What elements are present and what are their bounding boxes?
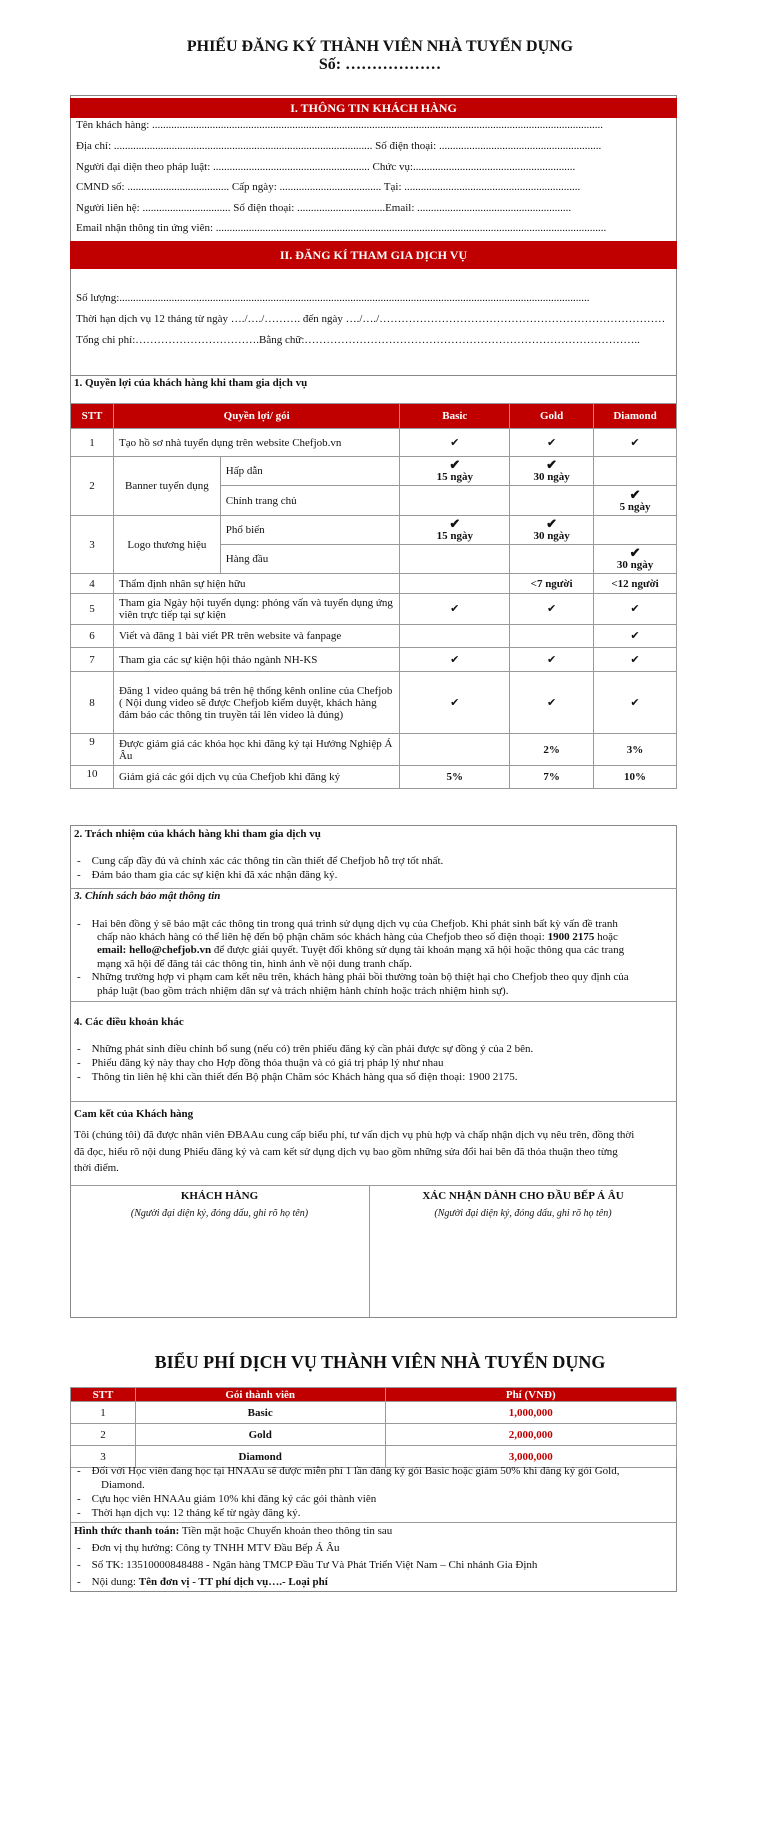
responsibility-item: - Đảm bảo tham gia các sự kiện khi đã xác nhận đăng ký. bbox=[77, 869, 338, 881]
table-row bbox=[71, 625, 677, 648]
check-icon: ✔ bbox=[510, 672, 594, 734]
duration-5: 5 ngày bbox=[619, 500, 651, 513]
col-diamond: Diamond bbox=[594, 404, 677, 429]
row-diamond: 10% bbox=[594, 766, 677, 789]
row-sub: Phổ biến bbox=[220, 516, 400, 545]
row-text: Viết và đăng 1 bài viết PR trên website và fanpage bbox=[113, 625, 399, 648]
row-stt: 1 bbox=[71, 429, 114, 457]
row-stt: 8 bbox=[71, 672, 114, 734]
customer-name-field[interactable]: Tên khách hàng: .................................................................................................................................................................... bbox=[76, 119, 604, 131]
total-cost-field[interactable]: Tổng chi phí:…………………………….Bằng chữ:……………………………………………………………………………….. bbox=[76, 334, 640, 346]
privacy-para: - Những trường hợp vi phạm cam kết nêu trên, khách hàng phải bồi thường toàn bộ thiệt hại cho Chefjob theo quy định của bbox=[77, 971, 629, 983]
legal-rep-field[interactable]: Người đại diện theo pháp luật: ......................................................... Chức vụ:........................................................... bbox=[76, 161, 576, 173]
divider bbox=[369, 1185, 370, 1317]
row-text: Đăng 1 video quảng bá trên hệ thống kênh online của Chefjob ( Nội dung video sẽ được Chefjob kiểm duyệt, khách hàng đảm bảo các thông tin truyền tải lên video là đúng) bbox=[113, 672, 399, 734]
fee-col-price: Phí (VNĐ) bbox=[385, 1388, 677, 1402]
check-icon: ✔ bbox=[400, 672, 510, 734]
payment-method: Hình thức thanh toán: Tiền mặt hoặc Chuyển khoản theo thông tin sau bbox=[74, 1525, 393, 1537]
row-sub: Hàng đầu bbox=[220, 545, 400, 574]
table-row: 3 Diamond 3,000,000 bbox=[71, 1446, 677, 1468]
other-terms-item: - Những phát sinh điều chỉnh bổ sung (nếu có) trên phiếu đăng ký cần phải được sự đồng ý của 2 bên. bbox=[77, 1043, 534, 1055]
row-diamond: 3% bbox=[594, 734, 677, 766]
check-icon: ✔ bbox=[594, 594, 677, 625]
benefits-heading: 1. Quyền lợi của khách hàng khi tham gia dịch vụ bbox=[74, 377, 308, 389]
row-text: Giảm giá các gói dịch vụ của Chefjob khi đăng ký bbox=[113, 766, 399, 789]
commitment-heading: Cam kết của Khách hàng bbox=[74, 1108, 194, 1120]
col-gold: Gold bbox=[510, 404, 594, 429]
row-stt: 3 bbox=[71, 516, 114, 574]
check-icon: ✔ bbox=[510, 594, 594, 625]
row-stt: 9 bbox=[71, 734, 114, 766]
payment-content: - Nội dung: Tên đơn vị - TT phí dịch vụ….- Loại phí bbox=[77, 1576, 328, 1588]
row-text: Thẩm định nhân sự hiện hữu bbox=[113, 574, 399, 594]
row-group: Logo thương hiệu bbox=[113, 516, 220, 574]
row-diamond: <12 người bbox=[594, 574, 677, 594]
row-group: Banner tuyển dụng bbox=[113, 457, 220, 516]
commitment-text: đã đọc, hiểu rõ nội dung Phiếu đăng ký và cam kết sử dụng dịch vụ bao gồm những sửa đổi hai bên đã thỏa thuận theo từng bbox=[74, 1146, 618, 1158]
col-basic: Basic bbox=[400, 404, 510, 429]
col-benefit: Quyền lợi/ gói bbox=[113, 404, 399, 429]
table-row bbox=[71, 648, 677, 672]
divider bbox=[70, 888, 677, 889]
fee-note: Diamond. bbox=[101, 1479, 145, 1491]
commitment-text: Tôi (chúng tôi) đã được nhân viên ĐBAAu cung cấp biểu phí, tư vấn dịch vụ phù hợp và chấp nhận dịch vụ nêu trên, đồng thời bbox=[74, 1129, 635, 1141]
check-icon: ✔ bbox=[449, 516, 461, 531]
check-icon: ✔ bbox=[546, 457, 558, 472]
section1-title: I. THÔNG TIN KHÁCH HÀNG bbox=[70, 98, 677, 118]
table-row bbox=[71, 457, 677, 486]
check-icon: ✔ bbox=[629, 545, 641, 560]
divider bbox=[70, 1185, 677, 1186]
privacy-heading: 3. Chính sách bảo mật thông tin bbox=[74, 890, 221, 902]
other-terms-item: - Thông tin liên hệ khi cần thiết đến Bộ phận Chăm sóc Khách hàng qua số điện thoại: 1900 2175. bbox=[77, 1071, 518, 1083]
sign-customer-title: KHÁCH HÀNG bbox=[180, 1190, 259, 1202]
id-card-field[interactable]: CMND số: ..................................... Cấp ngày: ..................................... Tại: ................................................................ bbox=[76, 181, 581, 193]
package-name: Gold bbox=[135, 1424, 385, 1446]
check-icon: ✔ bbox=[400, 594, 510, 625]
check-icon: ✔ bbox=[594, 672, 677, 734]
sign-customer-note: (Người đại diện ký, đóng dấu, ghi rõ họ tên) bbox=[130, 1208, 309, 1219]
benefits-table bbox=[70, 403, 677, 789]
check-icon: ✔ bbox=[546, 516, 558, 531]
row-basic: 5% bbox=[400, 766, 510, 789]
table-row bbox=[71, 594, 677, 625]
row-stt: 2 bbox=[71, 457, 114, 516]
check-icon: ✔ bbox=[629, 486, 641, 502]
sign-company-note: (Người đại diện ký, đóng dấu, ghi rõ họ tên) bbox=[434, 1208, 612, 1219]
row-text: Tham gia các sự kiện hội thảo ngành NH-KS bbox=[113, 648, 399, 672]
package-fee: 1,000,000 bbox=[385, 1402, 677, 1424]
fee-col-package: Gói thành viên bbox=[135, 1388, 385, 1402]
row-sub: Hấp dẫn bbox=[220, 457, 400, 486]
privacy-para: chấp nào khách hàng có thể liên hệ đến bộ phận chăm sóc khách hàng của Chefjob theo số điện thoại: 1900 2175 hoặc bbox=[97, 931, 618, 943]
payment-item: - Đơn vị thụ hưởng: Công ty TNHH MTV Đầu Bếp Á Âu bbox=[77, 1542, 340, 1554]
row-text: Tham gia Ngày hội tuyển dụng: phỏng vấn và tuyển dụng ứng viên trực tiếp tại sự kiện bbox=[113, 594, 399, 625]
privacy-para: email: hello@chefjob.vn để được giải quyết. Tuyệt đối không sử dụng tài khoản mạng xã hội hoặc thông qua các trang bbox=[97, 944, 625, 956]
check-icon: ✔ bbox=[510, 429, 594, 457]
check-icon: ✔ bbox=[594, 648, 677, 672]
table-row bbox=[71, 574, 677, 594]
check-icon: ✔ bbox=[594, 625, 677, 648]
check-icon: ✔ bbox=[449, 457, 461, 472]
table-row bbox=[71, 672, 677, 734]
row-gold: 2% bbox=[510, 734, 594, 766]
col-stt: STT bbox=[71, 404, 114, 429]
other-terms-heading: 4. Các điều khoản khác bbox=[74, 1016, 184, 1028]
sign-company-title: XÁC NHẬN DÀNH CHO ĐẦU BẾP Á ÂU bbox=[422, 1190, 624, 1202]
candidate-email-field[interactable]: Email nhận thông tin ứng viên: .............................................................................................................................................. bbox=[76, 222, 607, 234]
duration-30: 30 ngày bbox=[533, 471, 570, 483]
duration-30: 30 ngày bbox=[533, 530, 570, 542]
duration-15: 15 ngày bbox=[436, 530, 473, 542]
check-icon: ✔ bbox=[400, 648, 510, 672]
table-row bbox=[71, 429, 677, 457]
table-row: 1 Basic 1,000,000 bbox=[71, 1402, 677, 1424]
fee-note: - Cựu học viên HNAAu giảm 10% khi đăng ký các gói thành viên bbox=[77, 1493, 377, 1505]
package-fee: 2,000,000 bbox=[385, 1424, 677, 1446]
fee-note: - Đối với Học viên đang học tại HNAAu sẽ được miễn phí 1 lần đăng ký gói Basic hoặc giảm 50% khi đăng ký gói Gold, bbox=[77, 1465, 620, 1477]
package-name: Basic bbox=[135, 1402, 385, 1424]
row-gold: <7 người bbox=[510, 574, 594, 594]
package-fee: 3,000,000 bbox=[385, 1446, 677, 1468]
fee-note: - Thời hạn dịch vụ: 12 tháng kể từ ngày đăng ký. bbox=[77, 1507, 301, 1519]
check-icon: ✔ bbox=[510, 648, 594, 672]
fee-col-stt: STT bbox=[71, 1388, 136, 1402]
row-stt: 6 bbox=[71, 625, 114, 648]
row-stt: 5 bbox=[71, 594, 114, 625]
divider bbox=[70, 1522, 677, 1523]
table-row bbox=[71, 734, 677, 766]
address-field[interactable]: Địa chỉ: .............................................................................................. Số điện thoại: ........................................................... bbox=[76, 140, 602, 152]
row-text: Tạo hồ sơ nhà tuyển dụng trên website Chefjob.vn bbox=[113, 429, 399, 457]
package-name: Diamond bbox=[135, 1446, 385, 1468]
privacy-para: pháp luật (bao gồm trách nhiệm dân sự và trách nhiệm hành chính hoặc trách nhiệm hình sự). bbox=[97, 985, 509, 997]
divider bbox=[70, 1101, 677, 1102]
commitment-text: thời điểm. bbox=[74, 1162, 119, 1174]
responsibility-heading: 2. Trách nhiệm của khách hàng khi tham gia dịch vụ bbox=[74, 828, 321, 840]
privacy-para: mạng xã hội để đăng tải các thông tin, hình ảnh về nội dung tranh chấp. bbox=[97, 958, 412, 970]
fee-title: BIỂU PHÍ DỊCH VỤ THÀNH VIÊN NHÀ TUYỂN DỤNG bbox=[154, 1352, 606, 1372]
privacy-para: - Hai bên đồng ý sẽ bảo mật các thông tin trong quá trình sử dụng dịch vụ của Chefjob. Khi phát sinh bất kỳ vấn đề tranh bbox=[77, 918, 618, 930]
divider bbox=[70, 1001, 677, 1002]
contact-person-field[interactable]: Người liên hệ: ................................ Số điện thoại: ................................Email: ........................................................ bbox=[76, 202, 572, 214]
other-terms-item: - Phiếu đăng ký này thay cho Hợp đồng thỏa thuận và có giá trị pháp lý như nhau bbox=[77, 1057, 444, 1069]
section2-title: II. ĐĂNG KÍ THAM GIA DỊCH VỤ bbox=[70, 241, 677, 269]
check-icon: ✔ bbox=[594, 429, 677, 457]
responsibility-item: - Cung cấp đầy đủ và chính xác các thông tin cần thiết để Chefjob hỗ trợ tốt nhất. bbox=[77, 855, 444, 867]
payment-item: - Số TK: 13510000848488 - Ngân hàng TMCP Đầu Tư Và Phát Triển Việt Nam – Chi nhánh Gia Định bbox=[77, 1559, 538, 1571]
row-stt: 4 bbox=[71, 574, 114, 594]
duration-field[interactable]: Thời hạn dịch vụ 12 tháng từ ngày …./…./………. đến ngày …./…./…………………………………………………………………… bbox=[76, 313, 666, 325]
row-sub: Chính trang chủ bbox=[220, 486, 400, 516]
duration-15: 15 ngày bbox=[436, 471, 473, 483]
row-stt: 7 bbox=[71, 648, 114, 672]
quantity-field[interactable]: Số lượng:........................................................................................................................................................................... bbox=[76, 292, 590, 304]
row-text: Được giảm giá các khóa học khi đăng ký tại Hướng Nghiệp Á Âu bbox=[113, 734, 399, 766]
table-row bbox=[71, 516, 677, 545]
table-row bbox=[71, 766, 677, 789]
form-number: Số: ……………… bbox=[318, 56, 442, 73]
fee-table bbox=[70, 1387, 677, 1468]
check-icon: ✔ bbox=[400, 429, 510, 457]
form-title: PHIẾU ĐĂNG KÝ THÀNH VIÊN NHÀ TUYỂN DỤNG bbox=[186, 38, 574, 55]
row-stt: 10 bbox=[71, 766, 114, 789]
row-gold: 7% bbox=[510, 766, 594, 789]
table-row: 2 Gold 2,000,000 bbox=[71, 1424, 677, 1446]
duration-30: 30 ngày bbox=[616, 559, 654, 571]
